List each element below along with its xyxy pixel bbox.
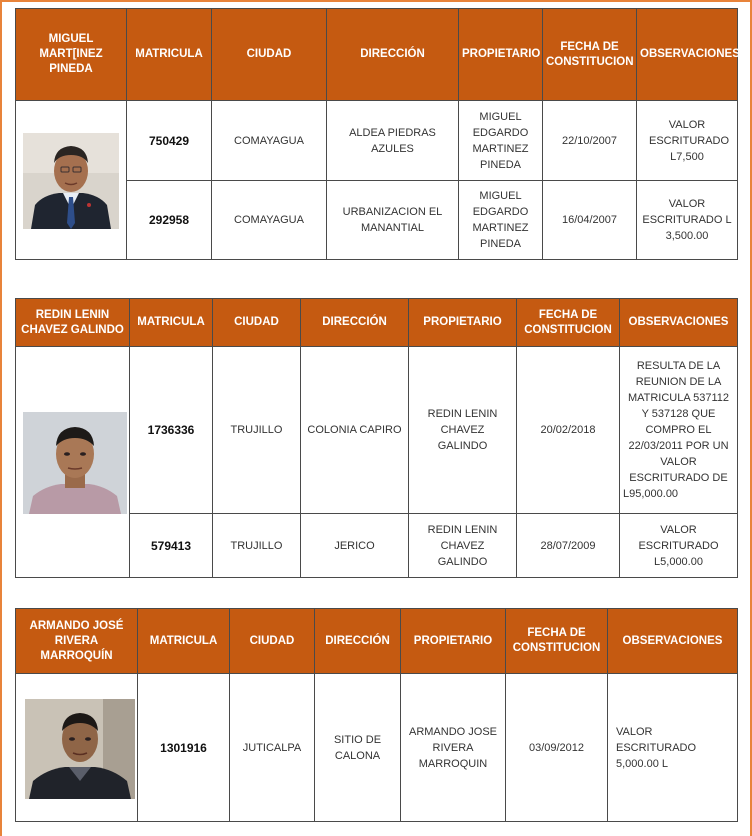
cell-fecha: 03/09/2012: [506, 674, 608, 822]
cell-fecha: 22/10/2007: [543, 101, 637, 181]
col-ciudad: CIUDAD: [230, 609, 315, 674]
col-fecha: FECHA DE CONSTITUCION: [506, 609, 608, 674]
col-matricula: MATRICULA: [138, 609, 230, 674]
cell-ciudad: COMAYAGUA: [212, 101, 327, 181]
col-observaciones: OBSERVACIONES: [637, 9, 738, 101]
cell-matricula: 292958: [127, 181, 212, 260]
cell-propietario: REDIN LENIN CHAVEZ GALINDO: [409, 514, 517, 578]
cell-observaciones: VALOR ESCRITURADO L5,000.00: [620, 514, 738, 578]
col-observaciones: OBSERVACIONES: [620, 299, 738, 347]
table-header-row: [16, 299, 738, 347]
col-direccion: DIRECCIÓN: [301, 299, 409, 347]
cell-observaciones: RESULTA DE LA REUNION DE LA MATRICULA 537112 Y 537128 QUE COMPRO EL 22/03/2011 POR UN VALOR ESCRITURADO DE L95,000.00: [620, 347, 738, 514]
cell-direccion: COLONIA CAPIRO: [301, 347, 409, 514]
person-name: REDIN LENIN CHAVEZ GALINDO: [16, 299, 130, 347]
table-header-row: [16, 609, 738, 674]
col-ciudad: CIUDAD: [212, 9, 327, 101]
cell-fecha: 28/07/2009: [517, 514, 620, 578]
person-photo: [25, 699, 135, 799]
col-observaciones: OBSERVACIONES: [608, 609, 738, 674]
cell-observaciones: VALOR ESCRITURADO 5,000.00 L: [608, 674, 738, 822]
cell-observaciones: VALOR ESCRITURADO L 3,500.00: [637, 181, 738, 260]
col-direccion: DIRECCIÓN: [327, 9, 459, 101]
cell-ciudad: TRUJILLO: [213, 514, 301, 578]
person-photo-cell: [16, 347, 130, 578]
page-frame-top: [0, 0, 752, 2]
cell-ciudad: COMAYAGUA: [212, 181, 327, 260]
person-photo: [23, 412, 127, 514]
cell-direccion: SITIO DE CALONA: [315, 674, 401, 822]
table-row: [16, 101, 738, 181]
property-table-2: [15, 298, 738, 578]
property-table-3: [15, 608, 738, 822]
cell-matricula: 1301916: [138, 674, 230, 822]
person-name: MIGUEL MART[INEZ PINEDA: [16, 9, 127, 101]
person-name: ARMANDO JOSÉ RIVERA MARROQUÍN: [16, 609, 138, 674]
cell-fecha: 20/02/2018: [517, 347, 620, 514]
col-ciudad: CIUDAD: [213, 299, 301, 347]
cell-matricula: 1736336: [130, 347, 213, 514]
col-propietario: PROPIETARIO: [401, 609, 506, 674]
cell-propietario: REDIN LENIN CHAVEZ GALINDO: [409, 347, 517, 514]
cell-direccion: JERICO: [301, 514, 409, 578]
table-row: [16, 674, 738, 822]
cell-propietario: ARMANDO JOSE RIVERA MARROQUIN: [401, 674, 506, 822]
cell-matricula: 750429: [127, 101, 212, 181]
table-row: [16, 347, 738, 514]
table-header-row: [16, 9, 738, 101]
cell-fecha: 16/04/2007: [543, 181, 637, 260]
page-frame-left: [0, 0, 2, 836]
col-matricula: MATRICULA: [127, 9, 212, 101]
col-propietario: PROPIETARIO: [409, 299, 517, 347]
col-direccion: DIRECCIÓN: [315, 609, 401, 674]
cell-ciudad: TRUJILLO: [213, 347, 301, 514]
person-photo-cell: [16, 101, 127, 260]
property-table-1: [15, 8, 738, 260]
person-photo-cell: [16, 674, 138, 822]
col-matricula: MATRICULA: [130, 299, 213, 347]
col-fecha: FECHA DE CONSTITUCION: [543, 9, 637, 101]
col-propietario: PROPIETARIO: [459, 9, 543, 101]
cell-propietario: MIGUEL EDGARDO MARTINEZ PINEDA: [459, 101, 543, 181]
cell-direccion: ALDEA PIEDRAS AZULES: [327, 101, 459, 181]
cell-matricula: 579413: [130, 514, 213, 578]
col-fecha: FECHA DE CONSTITUCION: [517, 299, 620, 347]
cell-direccion: URBANIZACION EL MANANTIAL: [327, 181, 459, 260]
cell-propietario: MIGUEL EDGARDO MARTINEZ PINEDA: [459, 181, 543, 260]
cell-ciudad: JUTICALPA: [230, 674, 315, 822]
person-photo: [23, 133, 119, 229]
cell-observaciones: VALOR ESCRITURADO L7,500: [637, 101, 738, 181]
